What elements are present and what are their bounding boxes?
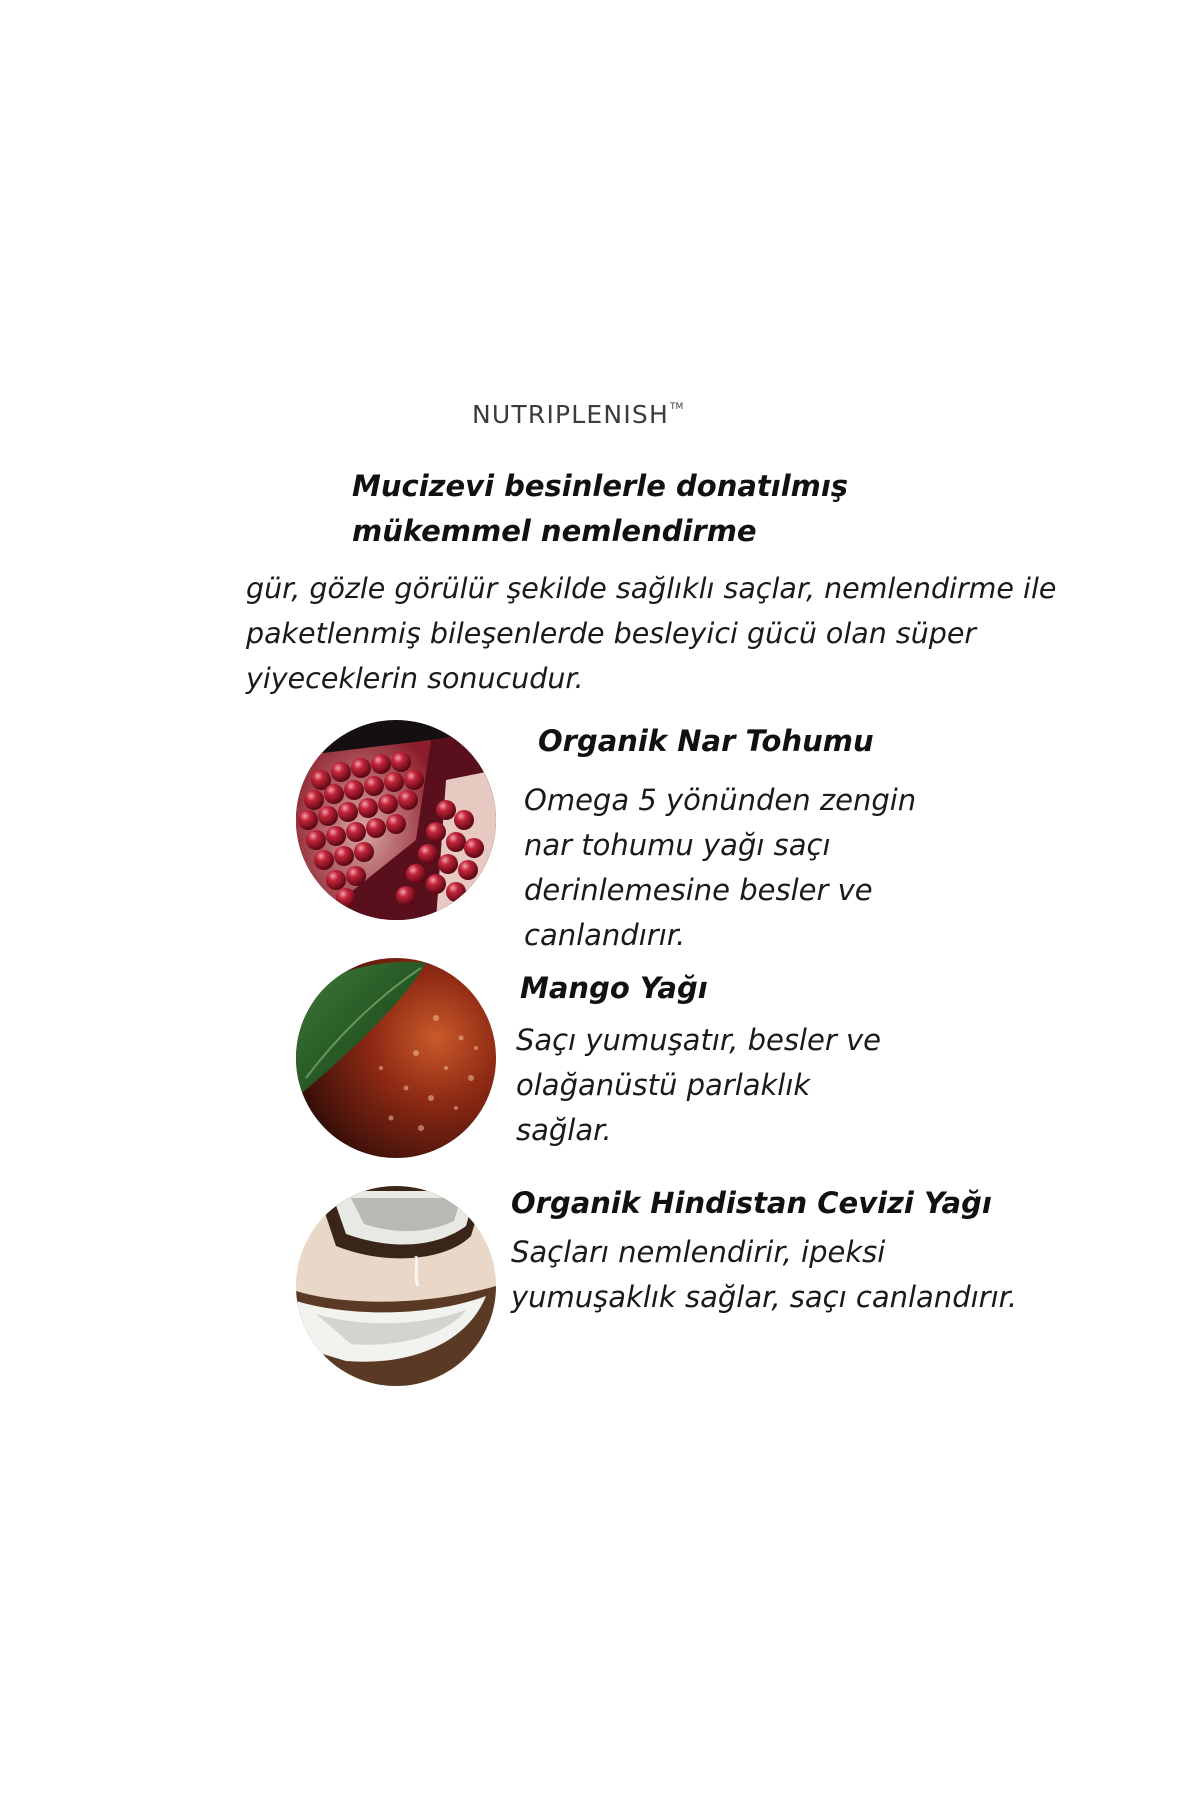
description-line: yumuşaklık sağlar, saçı canlandırır.: [511, 1280, 1018, 1314]
ingredient-description-mango: [516, 1018, 881, 1153]
pomegranate-photo: [296, 720, 496, 920]
intro-paragraph: [246, 566, 1056, 701]
brand-name: NUTRIPLENISH: [472, 400, 669, 429]
coconut-photo: [296, 1186, 496, 1386]
ingredient-description-pomegranate: [524, 778, 916, 958]
ingredient-description-coconut: [511, 1230, 1017, 1320]
description-line: Saçı yumuşatır, besler ve: [516, 1023, 881, 1057]
ingredient-title-coconut: Organik Hindistan Cevizi Yağı: [511, 1186, 992, 1220]
brand-logo: [472, 400, 683, 429]
description-line: Saçları nemlendirir, ipeksi: [511, 1235, 886, 1269]
intro-line: gür, gözle görülür şekilde sağlıklı saçlar, nemlendirme ile: [246, 572, 1057, 605]
description-line: olağanüstü parlaklık: [516, 1068, 811, 1102]
mango-photo: [296, 958, 496, 1158]
description-line: nar tohumu yağı saçı: [524, 828, 831, 862]
headline-line: Mucizevi besinlerle donatılmış: [352, 469, 849, 503]
brand-trademark: TM: [669, 402, 684, 412]
description-line: Omega 5 yönünden zengin: [524, 783, 917, 817]
ingredient-title-mango: Mango Yağı: [520, 971, 708, 1005]
description-line: canlandırır.: [524, 918, 686, 952]
headline-line: mükemmel nemlendirme: [352, 514, 757, 548]
ingredient-title-pomegranate: Organik Nar Tohumu: [538, 724, 874, 758]
description-line: derinlemesine besler ve: [524, 873, 873, 907]
intro-line: paketlenmiş bileşenlerde besleyici gücü olan süper: [246, 617, 977, 650]
intro-line: yiyeceklerin sonucudur.: [246, 662, 584, 695]
headline: [352, 464, 848, 554]
description-line: sağlar.: [516, 1113, 612, 1147]
